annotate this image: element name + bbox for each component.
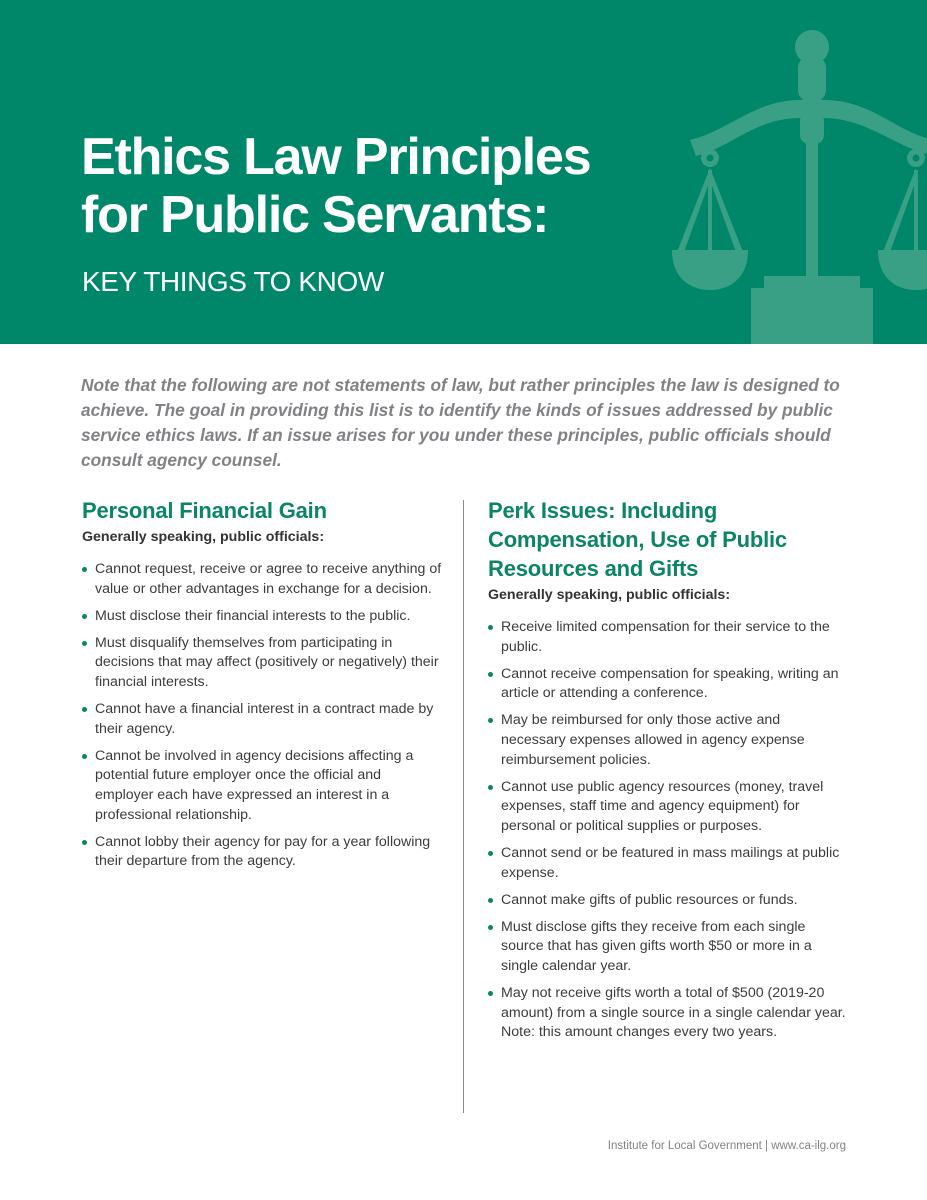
bullet-list [488,618,848,1043]
bullet-dot-icon [488,851,493,856]
list-item-text: Cannot be involved in agency decisions affecting a potential future employer once the official and employer each have expressed an interest in a professional relationship. [95,747,414,823]
bullet-dot-icon [82,754,87,759]
section-title: Perk Issues: Including Compensation, Use of Public Resources and Gifts [488,498,787,581]
list-item [488,711,848,770]
list-item [488,984,848,1043]
list-item-text: May be reimbursed for only those active and necessary expenses allowed in agency expense reimbursement policies. [501,712,805,768]
list-item [488,918,848,977]
bullet-dot-icon [82,707,87,712]
bullet-dot-icon [488,925,493,930]
list-item-text: Cannot lobby their agency for pay for a year following their departure from the agency. [95,833,431,870]
page-subtitle: KEY THINGS TO KNOW [82,266,384,297]
list-item [82,634,442,693]
section-subtitle: Generally speaking, public officials: [82,529,325,545]
list-item [488,665,848,704]
list-item [488,618,848,657]
bullet-dot-icon [82,614,87,619]
list-item [82,747,442,825]
header-banner [0,0,927,344]
section-perk-issues [488,496,848,1050]
section-title: Personal Financial Gain [82,498,327,523]
list-item-text: Cannot make gifts of public resources or funds. [501,891,798,908]
list-item-text: May not receive gifts worth a total of $500 (2019-20 amount) from a single source in a single calendar year. Note: this amount changes every two years. [501,985,846,1041]
list-item-text: Must disclose their financial interests to the public. [95,607,411,624]
list-item-text: Receive limited compensation for their service to the public. [501,619,830,655]
list-item-text: Must disclose gifts they receive from each single source that has given gifts worth $50 or more in a single calendar year. [501,918,812,974]
list-item [488,778,848,837]
bullet-dot-icon [82,641,87,646]
list-item [82,833,442,872]
list-item [488,891,848,911]
bullet-list [82,560,442,872]
title-line-2: for Public Servants: [81,186,549,244]
bullet-dot-icon [488,785,493,790]
bullet-dot-icon [488,991,493,996]
list-item-text: Cannot receive compensation for speaking, writing an article or attending a conference. [501,665,839,702]
list-item [82,700,442,739]
list-item-text: Cannot have a financial interest in a contract made by their agency. [95,701,434,737]
list-item-text: Must disqualify themselves from participating in decisions that may affect (positively or negatively) their financial interests. [95,634,439,690]
bullet-dot-icon [82,840,87,845]
section-personal-financial-gain [82,496,442,879]
list-item [82,560,442,599]
title-line-1: Ethics Law Principles [81,128,591,186]
bullet-dot-icon [488,898,493,903]
bullet-dot-icon [82,567,87,572]
intro-note: Note that the following are not statements of law, but rather principles the law is designed to achieve. The goal in providing this list is to identify the kinds of issues addressed by public service ethics laws. If an issue arises for you under these principles, public officials should consult agency counsel. [81,375,840,470]
scales-of-justice-icon [660,20,927,344]
bullet-dot-icon [488,625,493,630]
list-item-text: Cannot use public agency resources (money, travel expenses, staff time and agency equipment) for personal or political supplies or purposes. [501,778,824,834]
footer-credit: Institute for Local Government | www.ca-ilg.org [607,1140,846,1152]
list-item-text: Cannot request, receive or agree to receive anything of value or other advantages in exchange for a decision. [95,561,442,597]
list-item-text: Cannot send or be featured in mass mailings at public expense. [501,844,840,881]
bullet-dot-icon [488,672,493,677]
column-divider [463,500,464,1113]
list-item [82,607,442,627]
page-title [81,128,590,244]
section-subtitle: Generally speaking, public officials: [488,587,731,603]
bullet-dot-icon [488,718,493,723]
list-item [488,844,848,883]
